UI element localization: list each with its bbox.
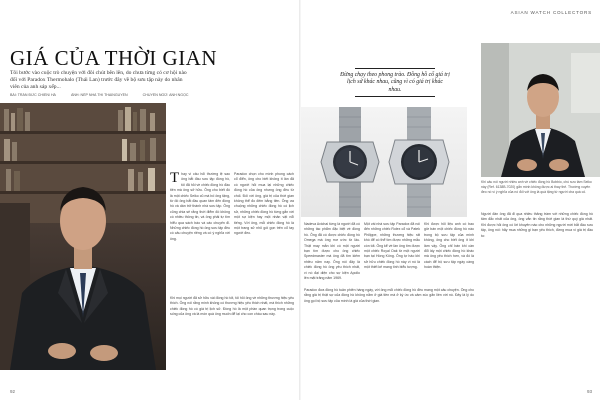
article-title: GIÁ CỦA THỜI GIAN <box>10 46 218 70</box>
page-number-right: 93 <box>586 389 592 394</box>
credit-translator: CHUYỂN NGỮ: ANH NGỌC <box>142 93 189 97</box>
quote-rule-top <box>355 68 435 69</box>
credit-photographer: ẢNH: NÉP NHÀ THI THAINGUYỄN <box>70 93 128 97</box>
right-column-5: Người đàn ông đã đi qua nhiều thăng trầm với những chiếc đồng hồ tâm đắc nhất của ông, ông vẫn tin rằng thời gian là thứ quý giá nhất. Khi được hỏi ông có lời khuyên nào cho những người mới bắt đầu sưu tập, ông nói: hãy mua những gì bạn yêu thích, đừng mua vì giá trị đầu tư. <box>481 212 593 238</box>
portrait-photo-left <box>0 103 166 370</box>
section-tag: ASIAN WATCH COLLECTORS <box>510 10 592 15</box>
portrait-illustration <box>0 103 166 370</box>
left-column-2: Paradox chọn cho mình phong cách cổ điển, ông cho biết không ít lần đã có người hỏi mua lại những chiếc đồng hồ của ông nhưng ông đều từ chối. Đối với ông, giá trị của thời gian không thể đo đếm bằng tiền. Ông ưa chuộng những chiếc đồng hồ có lịch sử, những chiếc đồng hồ từng gắn với một sự kiện hay một nhân vật nổi tiếng. Với ông, mỗi chiếc đồng hồ là một trang sử nhỏ gói gọn trên cổ tay người đeo. <box>234 172 294 236</box>
portrait-illustration-right <box>481 43 600 177</box>
right-column-3: Khi được hỏi liệu anh có bao giờ bán một chiếc đồng hồ nào trong bộ sưu tập của mình không, ông cho biết ông ít khi làm vậy. Ông chỉ bán khi cần đổi lấy một chiếc đồng hồ khác mà ông yêu thích hơn, và đó là cách để bộ sưu tập ngày càng hoàn thiện. <box>424 222 474 270</box>
right-column-2: Một vài nhà sưu tập Paradox đã nói đến những chiếc Rolex cổ và Patek Philippe, những thương hiệu rất khó để có thể tìm được những mẫu còn tốt. Ông kể về lần ông tìm được một chiếc Royal Oak từ một người bạn tại Hồng Kông. Ông tự hào khi sở hữu chiếc đồng hồ này vì nó là một thiết kế mang tính biểu tượng. <box>364 222 420 270</box>
photo-caption: Khi câu nói người nhiều anh về chiếc đồng hồ Bobbio, chú sưu tầm Seiko này (Ref. 6138B-7020) gắn mình không được ai thay thế. Thường xuyên đeo nó vì ý nghĩa của nó đối với ông là quà tặng từ người cha quá cố. <box>481 180 592 194</box>
left-column-3: Khi mọi người đã sở hữu vài đồng hồ tốt, tôi hỏi ông về những thương hiệu yêu thích. Ông nói rằng mình không có thương hiệu yêu thích nhất, mà thích những chiếc đồng hồ có giá trị lịch sử. Đồng hồ là một phần quan trọng trong cuộc sống của ông và là món quà ông muốn để lại cho con cháu sau này. <box>170 296 294 317</box>
portrait-photo-right <box>481 43 600 177</box>
dropcap: T <box>170 172 180 186</box>
right-column-4: Paradox đưa đồng hồ tuân phiên hàng ngày, với ông mỗi chiếc đồng hồ đều mang một câu chuyện. Ông cho rằng giá trị thật sự của đồng hồ không nằm ở giá tiền mà ở ký ức và cảm xúc gắn liền với nó. Đây là lý do ông gọi bộ sưu tập của mình là giá của thời gian. <box>304 288 474 303</box>
watch-photo <box>301 107 467 217</box>
watch-illustration <box>301 107 467 217</box>
quote-rule-bottom <box>355 96 435 97</box>
page-number-left: 92 <box>10 389 16 394</box>
left-column-1-text: hay vì câu hỏi thường lệ sao ông bắt đầu sưu tập đồng hồ, tôi đã hỏi về chiếc đồng hồ đầu tiên mà ông sở hữu. Ông cho biết đó là một chiếc Seiko cũ mà bố ông tặng, từ đó ông bắt đầu quan tâm đến đồng hồ và dần trở thành nhà sưu tập. Ông cũng chia sẻ rằng thời điểm đó không có nhiều thông tin, và ông phải tự tìm hiểu qua sách báo và các chuyến đi. Những chiếc đồng hồ ông sưu tập đều có câu chuyện riêng và có ý nghĩa với ông. <box>170 172 230 241</box>
article-credits <box>10 93 192 97</box>
credit-author: BÀI: TRÀN ĐỨC CHIẾN/ HÀ <box>10 93 56 97</box>
right-column-1: Nadeva Avichai từng là người đã có những tác phẩm đặc biệt về đồng hồ. Ông đã có được chiếc đồng hồ Omega mà ông mơ ước từ lâu. Thật may mắn khi có một người bạn tìm được cho ông chiếc Speedmaster mà ông đã tìm kiếm nhiều năm nay. Ông nói đây là chiếc đồng hồ ông yêu thích nhất, vì nó đại diện cho sự kiện Apollo lên mặt trăng năm 1969. <box>304 222 360 281</box>
article-intro: Tôi bước vào cuộc trò chuyện với đôi chút bẽn lẽn, do chưa từng có cơ hội nào đối với Paradox Thermohalo (Thái Lan) trước đây về bộ sưu tập này do nhân viên của anh sáp xếp... <box>10 70 187 90</box>
pull-quote: Đừng chạy theo phong trào. Đồng hồ cổ giá trị lịch sử khác nhau, cũng vì có giá trị khác nhau. <box>340 72 450 93</box>
